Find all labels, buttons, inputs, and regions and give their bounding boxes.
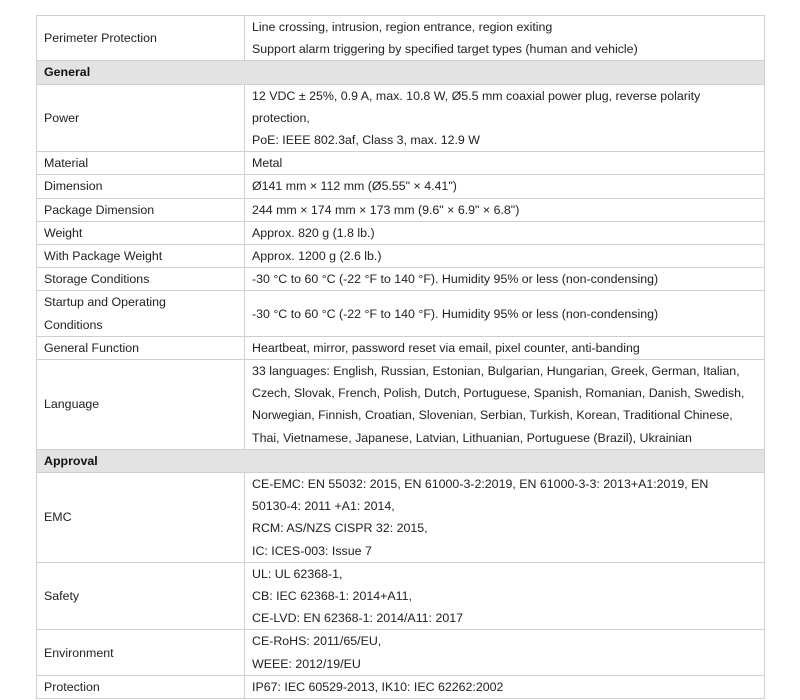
spec-row-storage-conditions xyxy=(37,268,765,291)
spec-value-line: Support alarm triggering by specified target types (human and vehicle) xyxy=(252,42,638,57)
spec-value-line: PoE: IEEE 802.3af, Class 3, max. 12.9 W xyxy=(252,133,480,148)
spec-value-line: RCM: AS/NZS CISPR 32: 2015, xyxy=(252,521,428,536)
spec-value xyxy=(245,152,765,175)
spec-value xyxy=(245,630,765,675)
spec-label xyxy=(37,291,245,336)
section-header-general xyxy=(37,61,765,84)
spec-value-line: 50130-4: 2011 +A1: 2014, xyxy=(252,499,395,514)
spec-row-protection xyxy=(37,675,765,698)
spec-row-weight xyxy=(37,221,765,244)
spec-value-line: IP67: IEC 60529-2013, IK10: IEC 62262:2002 xyxy=(252,679,504,694)
spec-row-safety xyxy=(37,562,765,630)
spec-label: Environment xyxy=(37,630,245,675)
spec-row-dimension xyxy=(37,175,765,198)
spec-value-line: CE-LVD: EN 62368-1: 2014/A11: 2017 xyxy=(252,611,464,626)
spec-row-with-package-weight xyxy=(37,245,765,268)
spec-value-line: -30 °C to 60 °C (-22 °F to 140 °F). Humidity 95% or less (non-condensing) xyxy=(252,272,659,287)
spec-value xyxy=(245,291,765,336)
spec-label: Weight xyxy=(37,221,245,244)
spec-value xyxy=(245,473,765,563)
spec-value-line: IC: ICES-003: Issue 7 xyxy=(252,543,372,558)
spec-value-line: 12 VDC ± 25%, 0.9 A, max. 10.8 W, Ø5.5 mm coaxial power plug, reverse polarity xyxy=(252,88,701,103)
section-title: Approval xyxy=(37,449,765,472)
spec-value-line: CE-EMC: EN 55032: 2015, EN 61000-3-2:2019, EN 61000-3-3: 2013+A1:2019, EN xyxy=(252,477,709,492)
spec-row-power xyxy=(37,84,765,152)
spec-value-line: Heartbeat, mirror, password reset via email, pixel counter, anti-banding xyxy=(252,340,640,355)
spec-label: Power xyxy=(37,84,245,152)
spec-value-line: CB: IEC 62368-1: 2014+A11, xyxy=(252,589,412,604)
spec-value-line: Norwegian, Finnish, Croatian, Slovenian, Serbian, Turkish, Korean, Traditional Chinese, xyxy=(252,408,733,423)
spec-value-line: Approx. 820 g (1.8 lb.) xyxy=(252,225,375,240)
spec-value-line: Metal xyxy=(252,156,283,171)
spec-label: Material xyxy=(37,152,245,175)
spec-label: With Package Weight xyxy=(37,245,245,268)
spec-value-line: Thai, Vietnamese, Japanese, Latvian, Lithuanian, Portuguese (Brazil), Ukrainian xyxy=(252,430,692,445)
spec-value-line: UL: UL 62368-1, xyxy=(252,566,343,581)
spec-value-line: 244 mm × 174 mm × 173 mm (9.6" × 6.9" × 6.8") xyxy=(252,202,520,217)
spec-row-language xyxy=(37,360,765,450)
spec-label: Language xyxy=(37,360,245,450)
spec-value-line: WEEE: 2012/19/EU xyxy=(252,656,361,671)
spec-value xyxy=(245,16,765,61)
spec-value xyxy=(245,336,765,359)
spec-value-line: Ø141 mm × 112 mm (Ø5.55" × 4.41") xyxy=(252,179,457,194)
spec-value-line: CE-RoHS: 2011/65/EU, xyxy=(252,634,382,649)
spec-label: Storage Conditions xyxy=(37,268,245,291)
spec-row-emc xyxy=(37,473,765,563)
spec-value xyxy=(245,84,765,152)
spec-label: Protection xyxy=(37,675,245,698)
spec-label: Package Dimension xyxy=(37,198,245,221)
section-header-approval xyxy=(37,449,765,472)
spec-value xyxy=(245,221,765,244)
spec-row-perimeter-protection xyxy=(37,16,765,61)
spec-value xyxy=(245,562,765,630)
spec-row-startup-and-operating-conditions xyxy=(37,291,765,336)
spec-label: EMC xyxy=(37,473,245,563)
spec-row-general-function xyxy=(37,336,765,359)
spec-value-line: -30 °C to 60 °C (-22 °F to 140 °F). Humidity 95% or less (non-condensing) xyxy=(252,306,659,321)
spec-value xyxy=(245,198,765,221)
spec-value-line: Line crossing, intrusion, region entrance, region exiting xyxy=(252,20,553,34)
spec-value xyxy=(245,175,765,198)
spec-row-environment xyxy=(37,630,765,675)
spec-value-line: Czech, Slovak, French, Polish, Dutch, Portuguese, Spanish, Romanian, Danish, Swedish, xyxy=(252,386,745,401)
spec-table xyxy=(36,15,765,699)
spec-value xyxy=(245,675,765,698)
spec-label: Safety xyxy=(37,562,245,630)
spec-value xyxy=(245,268,765,291)
spec-value-line: 33 languages: English, Russian, Estonian, Bulgarian, Hungarian, Greek, German, Italian, xyxy=(252,364,740,379)
spec-label: Perimeter Protection xyxy=(37,16,245,61)
spec-table-body xyxy=(37,16,765,699)
spec-value-line: protection, xyxy=(252,110,310,125)
spec-row-package-dimension xyxy=(37,198,765,221)
spec-label-line: Conditions xyxy=(44,317,103,332)
spec-label: General Function xyxy=(37,336,245,359)
spec-label: Dimension xyxy=(37,175,245,198)
spec-row-material xyxy=(37,152,765,175)
spec-value-line: Approx. 1200 g (2.6 lb.) xyxy=(252,249,382,264)
section-title: General xyxy=(37,61,765,84)
spec-value xyxy=(245,245,765,268)
spec-value xyxy=(245,360,765,450)
spec-label-line: Startup and Operating xyxy=(44,295,166,310)
